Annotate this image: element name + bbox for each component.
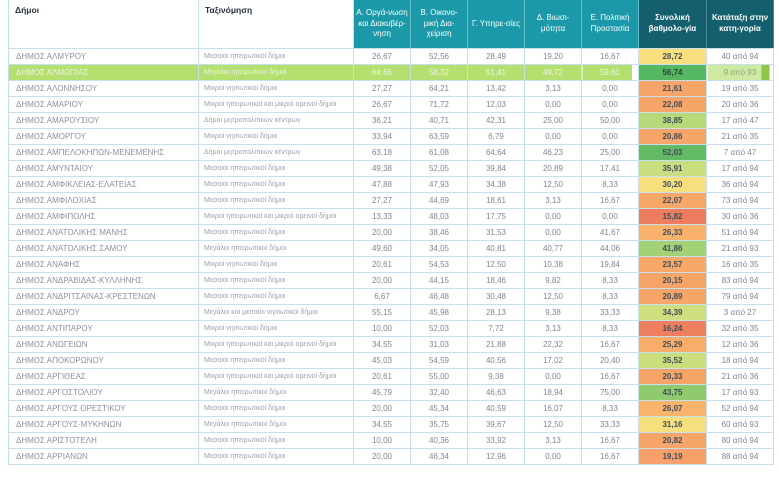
cell-classification: Μικροί νησιωτικοί δήμοι [199,80,354,96]
cell-municipality: ΔΗΜΟΣ ΑΝΑΤΟΛΙΚΗΣ ΜΑΝΗΣ [9,224,199,240]
municipality-ranking-table [8,0,774,465]
table-row[interactable] [9,336,774,352]
cell-total-score: 16,24 [639,320,707,336]
cell-score-a: 20,00 [354,224,411,240]
cell-score-e: 0,00 [582,80,639,96]
cell-classification: Μικροί ηπειρωτικοί και μικροί ορεινοί δήμοι [199,96,354,112]
table-row[interactable] [9,320,774,336]
cell-score-c: 12,96 [468,448,525,464]
cell-total-score: 34,39 [639,304,707,320]
cell-score-a: 20,00 [354,448,411,464]
cell-category-rank: 17 από 47 [707,112,774,128]
cell-municipality: ΔΗΜΟΣ ΑΡΓΙΘΕΑΣ [9,368,199,384]
cell-total-score: 25,29 [639,336,707,352]
cell-total-score: 38,85 [639,112,707,128]
cell-municipality: ΔΗΜΟΣ ΑΜΟΡΓΟΥ [9,128,199,144]
cell-classification: Μεσαίοι ηπειρωτικοί δήμοι [199,400,354,416]
cell-score-e: 33,33 [582,304,639,320]
cell-score-b: 52,05 [411,160,468,176]
cell-score-d: 18,94 [525,384,582,400]
cell-category-rank: 9 από 93 [707,64,774,80]
cell-category-rank: 17 από 93 [707,384,774,400]
cell-category-rank: 17 από 94 [707,160,774,176]
cell-score-a: 64,66 [354,64,411,80]
column-header-organization-governance: Α. Οργά-νωση και Διακυβέρ-νηση [354,0,411,48]
cell-score-c: 64,64 [468,144,525,160]
cell-score-b: 38,46 [411,224,468,240]
cell-total-score: 41,86 [639,240,707,256]
cell-score-a: 27,27 [354,80,411,96]
cell-score-e: 16,67 [582,432,639,448]
cell-total-score: 20,33 [639,368,707,384]
cell-score-c: 31,53 [468,224,525,240]
table-row[interactable] [9,128,774,144]
cell-classification: Μεσαίοι ηπειρωτικοί δήμοι [199,448,354,464]
cell-score-c: 42,31 [468,112,525,128]
cell-classification: Μεσαίοι ηπειρωτικοί δήμοι [199,224,354,240]
cell-municipality: ΔΗΜΟΣ ΑΝΤΙΠΑΡΟΥ [9,320,199,336]
cell-total-score: 26,07 [639,400,707,416]
table-row[interactable] [9,96,774,112]
cell-category-rank: 3 από 27 [707,304,774,320]
cell-total-score: 20,15 [639,272,707,288]
cell-score-d: 0,00 [525,224,582,240]
cell-score-b: 44,69 [411,192,468,208]
cell-score-d: 0,00 [525,96,582,112]
cell-score-d: 20,89 [525,160,582,176]
cell-classification: Μεσαίοι ηπειρωτικοί δήμοι [199,192,354,208]
cell-municipality: ΔΗΜΟΣ ΑΜΠΕΛΟΚΗΠΩΝ-ΜΕΝΕΜΕΝΗΣ [9,144,199,160]
cell-score-e: 16,67 [582,192,639,208]
cell-total-score: 35,91 [639,160,707,176]
cell-total-score: 28,72 [639,48,707,64]
cell-score-a: 20,00 [354,400,411,416]
cell-score-d: 3,13 [525,192,582,208]
cell-score-e: 33,33 [582,416,639,432]
cell-score-a: 47,88 [354,176,411,192]
cell-classification: Μεσαίοι ηπειρωτικοί δήμοι [199,352,354,368]
cell-score-b: 54,53 [411,256,468,272]
cell-category-rank: 18 από 94 [707,352,774,368]
cell-total-score: 35,52 [639,352,707,368]
cell-score-c: 28,49 [468,48,525,64]
cell-score-c: 13,42 [468,80,525,96]
cell-municipality: ΔΗΜΟΣ ΑΡΡΙΑΝΩΝ [9,448,199,464]
cell-score-a: 34,55 [354,416,411,432]
table-row[interactable] [9,288,774,304]
cell-score-d: 0,00 [525,448,582,464]
cell-score-d: 49,72 [525,64,582,80]
cell-score-d: 12,50 [525,176,582,192]
cell-municipality: ΔΗΜΟΣ ΑΡΙΣΤΟΤΕΛΗ [9,432,199,448]
cell-score-e: 59,61 [582,64,639,80]
cell-score-d: 0,00 [525,128,582,144]
cell-score-c: 7,72 [468,320,525,336]
cell-total-score: 20,86 [639,128,707,144]
cell-total-score: 21,61 [639,80,707,96]
cell-score-b: 46,48 [411,288,468,304]
cell-municipality: ΔΗΜΟΣ ΑΛΜΥΡΟΥ [9,48,199,64]
cell-score-c: 12,50 [468,256,525,272]
cell-category-rank: 52 από 94 [707,400,774,416]
cell-score-d: 10,38 [525,256,582,272]
cell-total-score: 56,74 [639,64,707,80]
cell-municipality: ΔΗΜΟΣ ΑΜΥΝΤΑΙΟΥ [9,160,199,176]
column-header-civil-protection: Ε. Πολιτική Προστασία [582,0,639,48]
cell-score-b: 45,34 [411,400,468,416]
cell-classification: Μεσαίοι ηπειρωτικοί δήμοι [199,176,354,192]
table-row[interactable] [9,224,774,240]
cell-score-a: 34,55 [354,336,411,352]
cell-score-b: 35,75 [411,416,468,432]
cell-category-rank: 79 από 94 [707,288,774,304]
cell-score-b: 64,21 [411,80,468,96]
cell-classification: Μεγάλοι ηπειρωτικοί δήμοι [199,64,354,80]
cell-category-rank: 7 από 47 [707,144,774,160]
table-row[interactable] [9,304,774,320]
cell-category-rank: 21 από 35 [707,128,774,144]
cell-score-b: 46,34 [411,448,468,464]
cell-score-a: 20,61 [354,368,411,384]
cell-score-e: 0,00 [582,96,639,112]
cell-classification: Μικροί ηπειρωτικοί και μικροί ορεινοί δήμοι [199,336,354,352]
cell-score-d: 12,50 [525,288,582,304]
cell-score-a: 10,00 [354,432,411,448]
cell-municipality: ΔΗΜΟΣ ΑΝΔΡΙΤΣΑΙΝΑΣ-ΚΡΕΣΤΕΝΩΝ [9,288,199,304]
cell-score-b: 52,56 [411,48,468,64]
column-header-category-rank: Κατάταξη στην κατη-γορία [707,0,774,48]
cell-score-a: 13,33 [354,208,411,224]
cell-classification: Μικροί νησιωτικοί δήμοι [199,256,354,272]
table-row[interactable] [9,144,774,160]
column-header-total-score: Συνολική βαθμολο-γία [639,0,707,48]
cell-classification: Μικροί νησιωτικοί δήμοι [199,320,354,336]
cell-classification: Δήμοι μητροπολιτικών κέντρων [199,144,354,160]
cell-score-a: 49,60 [354,240,411,256]
cell-score-c: 30,48 [468,288,525,304]
cell-category-rank: 40 από 94 [707,48,774,64]
cell-score-c: 39,84 [468,160,525,176]
cell-score-d: 40,77 [525,240,582,256]
cell-score-e: 75,00 [582,384,639,400]
cell-score-b: 34,05 [411,240,468,256]
cell-category-rank: 80 από 94 [707,432,774,448]
table-row[interactable] [9,384,774,400]
cell-score-c: 17,75 [468,208,525,224]
cell-classification: Δήμοι μητροπολιτικών κέντρων [199,112,354,128]
cell-category-rank: 12 από 36 [707,336,774,352]
cell-total-score: 52,03 [639,144,707,160]
cell-score-c: 28,13 [468,304,525,320]
cell-total-score: 23,57 [639,256,707,272]
cell-score-a: 20,00 [354,272,411,288]
cell-category-rank: 60 από 93 [707,416,774,432]
cell-score-c: 40,56 [468,352,525,368]
table-row[interactable] [9,176,774,192]
table-row[interactable] [9,368,774,384]
cell-category-rank: 20 από 36 [707,96,774,112]
cell-municipality: ΔΗΜΟΣ ΑΜΦΙΛΟΧΙΑΣ [9,192,199,208]
cell-score-c: 46,63 [468,384,525,400]
cell-classification: Μικροί ηπειρωτικοί και μικροί ορεινοί δήμοι [199,208,354,224]
cell-municipality: ΔΗΜΟΣ ΑΝΑΤΟΛΙΚΗΣ ΣΑΜΟΥ [9,240,199,256]
cell-category-rank: 21 από 93 [707,240,774,256]
cell-score-d: 0,00 [525,368,582,384]
cell-score-c: 33,92 [468,432,525,448]
cell-classification: Μεσαίοι ηπειρωτικοί δήμοι [199,432,354,448]
table-row[interactable] [9,352,774,368]
cell-score-b: 55,00 [411,368,468,384]
cell-score-c: 6,79 [468,128,525,144]
cell-score-d: 17,02 [525,352,582,368]
cell-score-e: 20,40 [582,352,639,368]
table-row[interactable] [9,208,774,224]
table-row[interactable] [9,256,774,272]
cell-score-e: 16,67 [582,48,639,64]
column-header-classification: Ταξινόμηση [199,0,354,48]
cell-score-d: 12,50 [525,416,582,432]
cell-classification: Μεσαίοι ηπειρωτικοί δήμοι [199,272,354,288]
cell-score-a: 33,94 [354,128,411,144]
cell-score-a: 63,18 [354,144,411,160]
table-row[interactable] [9,80,774,96]
cell-score-b: 31,03 [411,336,468,352]
cell-score-e: 0,00 [582,128,639,144]
cell-score-e: 44,06 [582,240,639,256]
cell-municipality: ΔΗΜΟΣ ΑΝΩΓΕΙΩΝ [9,336,199,352]
cell-category-rank: 36 από 94 [707,176,774,192]
cell-score-d: 46,23 [525,144,582,160]
cell-score-d: 3,13 [525,432,582,448]
cell-municipality: ΔΗΜΟΣ ΑΝΑΦΗΣ [9,256,199,272]
cell-municipality: ΔΗΜΟΣ ΑΛΟΝΝΗΣΟΥ [9,80,199,96]
cell-score-b: 71,72 [411,96,468,112]
cell-classification: Μεσαίοι ηπειρωτικοί δήμοι [199,160,354,176]
cell-score-a: 27,27 [354,192,411,208]
cell-municipality: ΔΗΜΟΣ ΑΜΦΙΠΟΛΗΣ [9,208,199,224]
cell-total-score: 20,82 [639,432,707,448]
cell-score-d: 19,20 [525,48,582,64]
cell-score-a: 6,67 [354,288,411,304]
cell-score-e: 16,67 [582,336,639,352]
cell-municipality: ΔΗΜΟΣ ΑΠΟΚΟΡΩΝΟΥ [9,352,199,368]
cell-score-e: 17,41 [582,160,639,176]
cell-total-score: 15,82 [639,208,707,224]
cell-score-d: 16,07 [525,400,582,416]
cell-municipality: ΔΗΜΟΣ ΑΛΜΩΠΙΑΣ [9,64,199,80]
cell-total-score: 26,33 [639,224,707,240]
cell-score-d: 9,38 [525,304,582,320]
cell-category-rank: 30 από 36 [707,208,774,224]
column-header-financial-management: Β. Οικονο-μική Δια-χείριση [411,0,468,48]
cell-classification: Μεσαίοι ηπειρωτικοί δήμοι [199,48,354,64]
cell-score-c: 51,41 [468,64,525,80]
cell-category-rank: 73 από 94 [707,192,774,208]
cell-score-a: 55,15 [354,304,411,320]
cell-category-rank: 16 από 35 [707,256,774,272]
table-row[interactable] [9,272,774,288]
cell-total-score: 19,19 [639,448,707,464]
cell-score-a: 36,21 [354,112,411,128]
cell-score-b: 48,03 [411,208,468,224]
cell-score-a: 26,67 [354,48,411,64]
cell-classification: Μεγάλοι και μεσαίοι νησιωτικοί δήμοι [199,304,354,320]
cell-municipality: ΔΗΜΟΣ ΑΜΑΡΟΥΣΙΟΥ [9,112,199,128]
cell-score-c: 21,88 [468,336,525,352]
table-body [9,48,774,464]
cell-classification: Μεγάλοι ηπειρωτικοί δήμοι [199,240,354,256]
cell-score-b: 47,93 [411,176,468,192]
cell-score-c: 40,59 [468,400,525,416]
cell-score-c: 18,46 [468,272,525,288]
cell-classification: Μικροί ηπειρωτικοί και μικροί ορεινοί δήμοι [199,368,354,384]
cell-score-e: 8,33 [582,320,639,336]
cell-category-rank: 83 από 94 [707,272,774,288]
cell-category-rank: 32 από 35 [707,320,774,336]
cell-total-score: 20,89 [639,288,707,304]
table-row[interactable] [9,448,774,464]
cell-score-e: 25,00 [582,144,639,160]
cell-classification: Μεγάλοι ηπειρωτικοί δήμοι [199,384,354,400]
cell-score-e: 0,00 [582,208,639,224]
cell-score-c: 39,67 [468,416,525,432]
cell-municipality: ΔΗΜΟΣ ΑΡΓΟΥΣ-ΜΥΚΗΝΩΝ [9,416,199,432]
cell-municipality: ΔΗΜΟΣ ΑΝΔΡΟΥ [9,304,199,320]
cell-municipality: ΔΗΜΟΣ ΑΜΑΡΙΟΥ [9,96,199,112]
cell-score-b: 61,08 [411,144,468,160]
table-row[interactable] [9,64,774,80]
table-row[interactable] [9,240,774,256]
cell-score-e: 8,33 [582,176,639,192]
cell-score-a: 10,00 [354,320,411,336]
cell-classification: Μικροί νησιωτικοί δήμοι [199,128,354,144]
cell-score-c: 34,38 [468,176,525,192]
cell-category-rank: 51 από 94 [707,224,774,240]
cell-score-b: 40,71 [411,112,468,128]
column-header-municipalities: Δήμοι [9,0,199,48]
cell-score-b: 40,36 [411,432,468,448]
cell-score-d: 25,00 [525,112,582,128]
cell-score-e: 16,67 [582,368,639,384]
cell-score-d: 22,32 [525,336,582,352]
cell-score-b: 63,59 [411,128,468,144]
cell-category-rank: 21 από 36 [707,368,774,384]
cell-classification: Μεσαίοι ηπειρωτικοί δήμοι [199,288,354,304]
cell-total-score: 22,08 [639,96,707,112]
table-row[interactable] [9,48,774,64]
cell-score-a: 20,61 [354,256,411,272]
cell-score-b: 52,03 [411,320,468,336]
cell-score-e: 41,67 [582,224,639,240]
cell-score-e: 8,33 [582,272,639,288]
cell-score-b: 45,98 [411,304,468,320]
cell-total-score: 22,07 [639,192,707,208]
cell-score-b: 32,40 [411,384,468,400]
cell-total-score: 31,16 [639,416,707,432]
cell-score-e: 50,00 [582,112,639,128]
table-row[interactable] [9,400,774,416]
cell-total-score: 30,20 [639,176,707,192]
table-row[interactable] [9,416,774,432]
cell-municipality: ΔΗΜΟΣ ΑΡΓΟΣΤΟΛΙΟΥ [9,384,199,400]
cell-score-b: 44,15 [411,272,468,288]
cell-score-a: 45,03 [354,352,411,368]
cell-score-d: 3,13 [525,320,582,336]
cell-score-b: 54,59 [411,352,468,368]
table-row[interactable] [9,432,774,448]
cell-score-e: 19,84 [582,256,639,272]
column-header-services: Γ. Υπηρε-σίες [468,0,525,48]
table-row[interactable] [9,112,774,128]
cell-score-c: 9,38 [468,368,525,384]
cell-score-c: 40,81 [468,240,525,256]
table-row[interactable] [9,160,774,176]
cell-score-e: 8,33 [582,400,639,416]
cell-score-e: 8,33 [582,288,639,304]
cell-score-c: 18,61 [468,192,525,208]
cell-total-score: 43,75 [639,384,707,400]
cell-score-e: 16,67 [582,448,639,464]
cell-municipality: ΔΗΜΟΣ ΑΝΔΡΑΒΙΔΑΣ-ΚΥΛΛΗΝΗΣ [9,272,199,288]
cell-score-c: 12,03 [468,96,525,112]
cell-score-d: 0,00 [525,208,582,224]
cell-score-d: 9,82 [525,272,582,288]
cell-municipality: ΔΗΜΟΣ ΑΜΦΙΚΛΕΙΑΣ-ΕΛΑΤΕΙΑΣ [9,176,199,192]
cell-classification: Μεγάλοι ηπειρωτικοί δήμοι [199,416,354,432]
cell-score-d: 3,13 [525,80,582,96]
cell-category-rank: 88 από 94 [707,448,774,464]
cell-category-rank: 19 από 35 [707,80,774,96]
column-header-sustainability: Δ. Βιωσι-μότητα [525,0,582,48]
cell-score-a: 49,38 [354,160,411,176]
table-row[interactable] [9,192,774,208]
cell-municipality: ΔΗΜΟΣ ΑΡΓΟΥΣ ΟΡΕΣΤΙΚΟΥ [9,400,199,416]
table-header-row [9,0,774,48]
cell-score-b: 58,32 [411,64,468,80]
cell-score-a: 45,79 [354,384,411,400]
cell-score-a: 26,67 [354,96,411,112]
